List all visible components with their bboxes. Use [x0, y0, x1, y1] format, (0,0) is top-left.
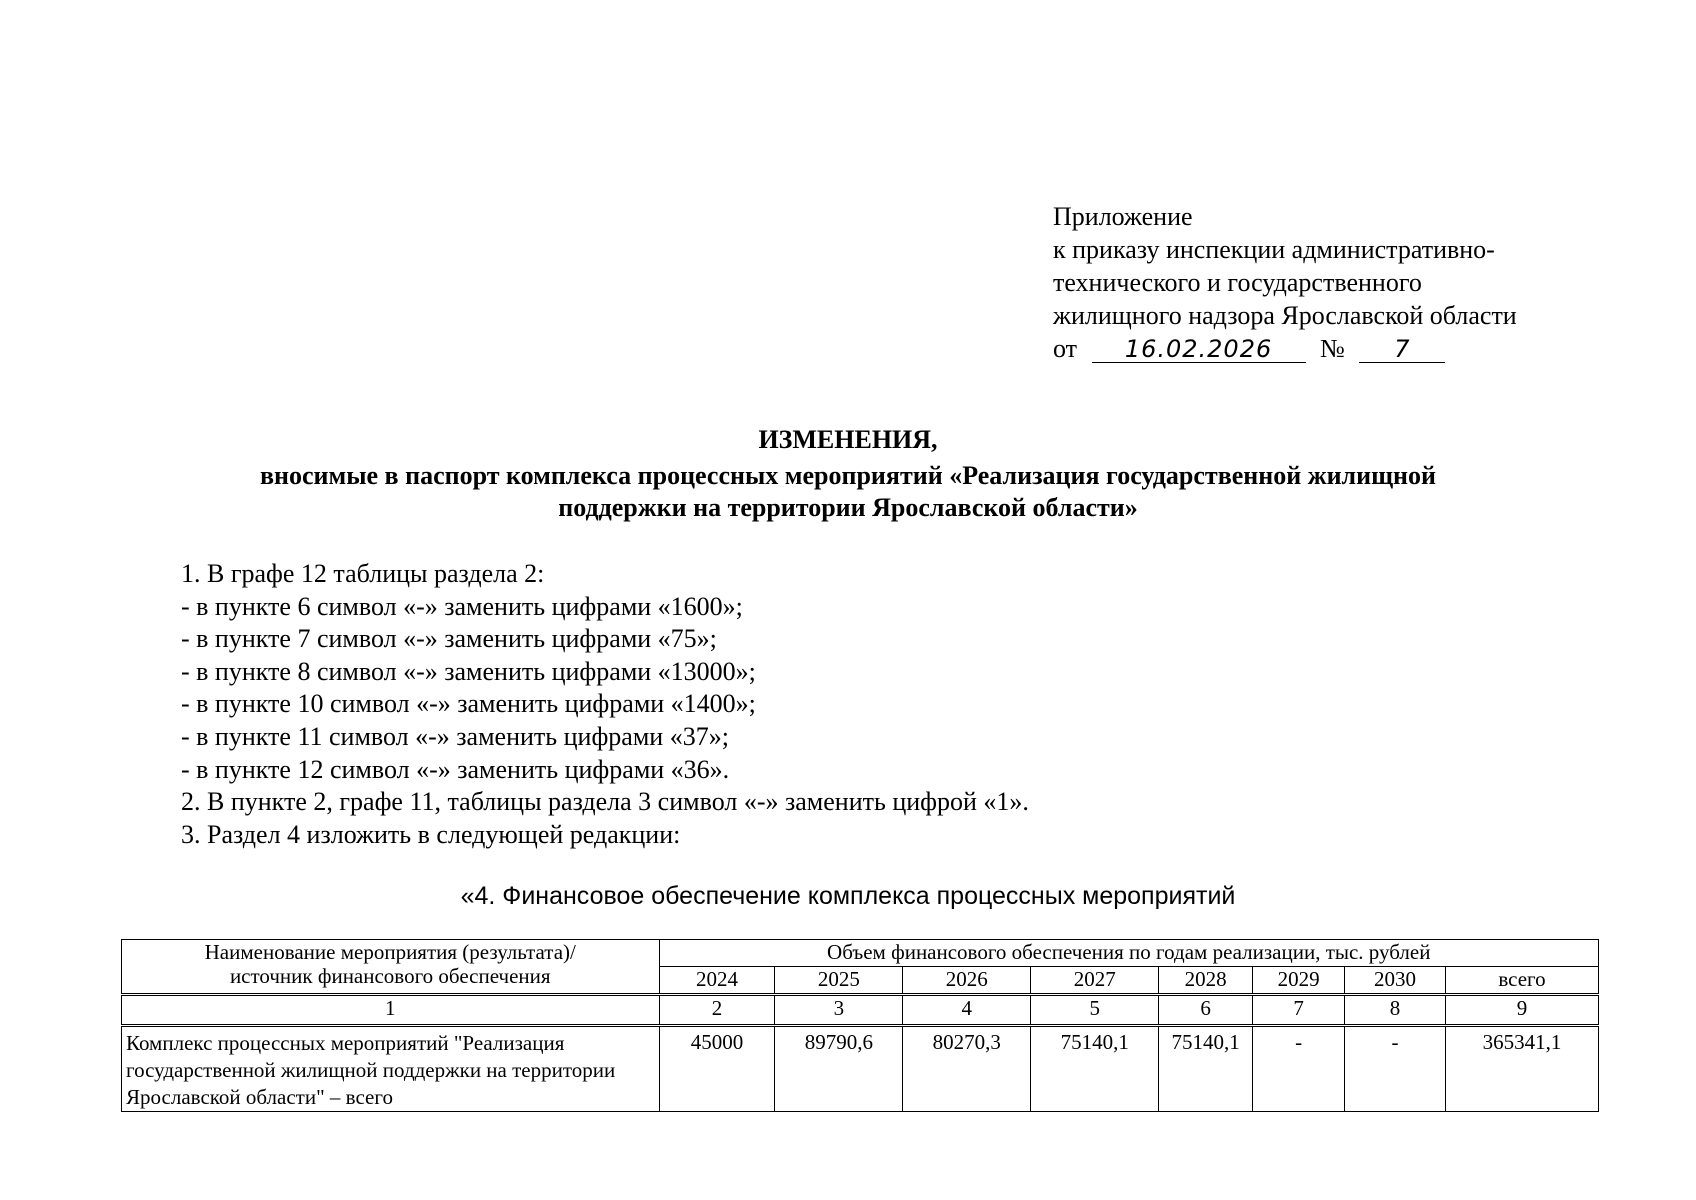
row-value: 89790,6 [775, 1026, 903, 1112]
approval-line-4: жилищного надзора Ярославской области [1053, 301, 1517, 330]
row-value: 45000 [659, 1026, 775, 1112]
header-volume: Объем финансового обеспечения по годам реализации, тыс. рублей [659, 940, 1599, 967]
column-number: 9 [1446, 995, 1599, 1026]
header-year: 2025 [775, 967, 903, 995]
row-value: 75140,1 [1159, 1026, 1253, 1112]
document-subheading [0, 460, 1696, 524]
date-prefix: от [1053, 334, 1078, 363]
subheading-line-1: вносимые в паспорт комплекса процессных мероприятий «Реализация государственной жилищной [259, 461, 1437, 490]
column-number: 4 [903, 995, 1031, 1026]
row-value: - [1345, 1026, 1446, 1112]
row-value: 365341,1 [1446, 1026, 1599, 1112]
change-item: - в пункте 10 символ «-» заменить цифрами «1400»; [181, 689, 756, 719]
header-year: 2024 [659, 967, 775, 995]
change-item: - в пункте 8 символ «-» заменить цифрами «13000»; [181, 656, 756, 686]
row-value: 80270,3 [903, 1026, 1031, 1112]
approval-block [1053, 200, 1517, 365]
row-value: - [1253, 1026, 1345, 1112]
financing-table [121, 939, 1599, 1112]
handwritten-number: 7 [1359, 336, 1445, 363]
change-item: - в пункте 12 символ «-» заменить цифрами «36». [181, 754, 730, 784]
approval-line-1: Приложение [1053, 202, 1193, 231]
row-value: 75140,1 [1031, 1026, 1159, 1112]
changes-list [181, 558, 1029, 851]
row-name: Комплекс процессных мероприятий "Реализация государственной жилищной поддержки на территории Ярославской области" – всего [122, 1026, 660, 1112]
header-total: всего [1446, 967, 1599, 995]
column-number: 5 [1031, 995, 1159, 1026]
header-year: 2027 [1031, 967, 1159, 995]
change-item: 3. Раздел 4 изложить в следующей редакции: [181, 819, 681, 849]
header-name [122, 940, 660, 995]
column-number: 7 [1253, 995, 1345, 1026]
column-number: 6 [1159, 995, 1253, 1026]
change-item: - в пункте 7 символ «-» заменить цифрами «75»; [181, 624, 717, 654]
number-prefix: № [1320, 334, 1345, 363]
header-year: 2029 [1253, 967, 1345, 995]
header-name-line-1: Наименование мероприятия (результата)/ [204, 940, 576, 964]
header-year: 2028 [1159, 967, 1253, 995]
document-heading: ИЗМЕНЕНИЯ, [758, 425, 938, 454]
table-row [122, 1026, 1599, 1112]
approval-line-3: технического и государственного [1053, 268, 1422, 297]
subheading-line-2: поддержки на территории Ярославской области» [558, 493, 1138, 522]
approval-date-line [1053, 332, 1517, 365]
column-number: 3 [775, 995, 903, 1026]
change-item: 1. В графе 12 таблицы раздела 2: [181, 559, 545, 588]
column-number: 1 [122, 995, 660, 1026]
column-number: 2 [659, 995, 775, 1026]
approval-line-2: к приказу инспекции административно- [1053, 235, 1495, 264]
change-item: - в пункте 6 символ «-» заменить цифрами «1600»; [181, 591, 743, 621]
change-item: 2. В пункте 2, графе 11, таблицы раздела 3 символ «-» заменить цифрой «1». [181, 787, 1029, 817]
change-item: - в пункте 11 символ «-» заменить цифрами «37»; [181, 721, 729, 751]
header-year: 2030 [1345, 967, 1446, 995]
section-title: «4. Финансовое обеспечение комплекса процессных мероприятий [460, 882, 1236, 910]
column-number: 8 [1345, 995, 1446, 1026]
handwritten-date: 16.02.2026 [1092, 336, 1306, 363]
header-name-line-2: источник финансового обеспечения [229, 964, 551, 988]
header-year: 2026 [903, 967, 1031, 995]
